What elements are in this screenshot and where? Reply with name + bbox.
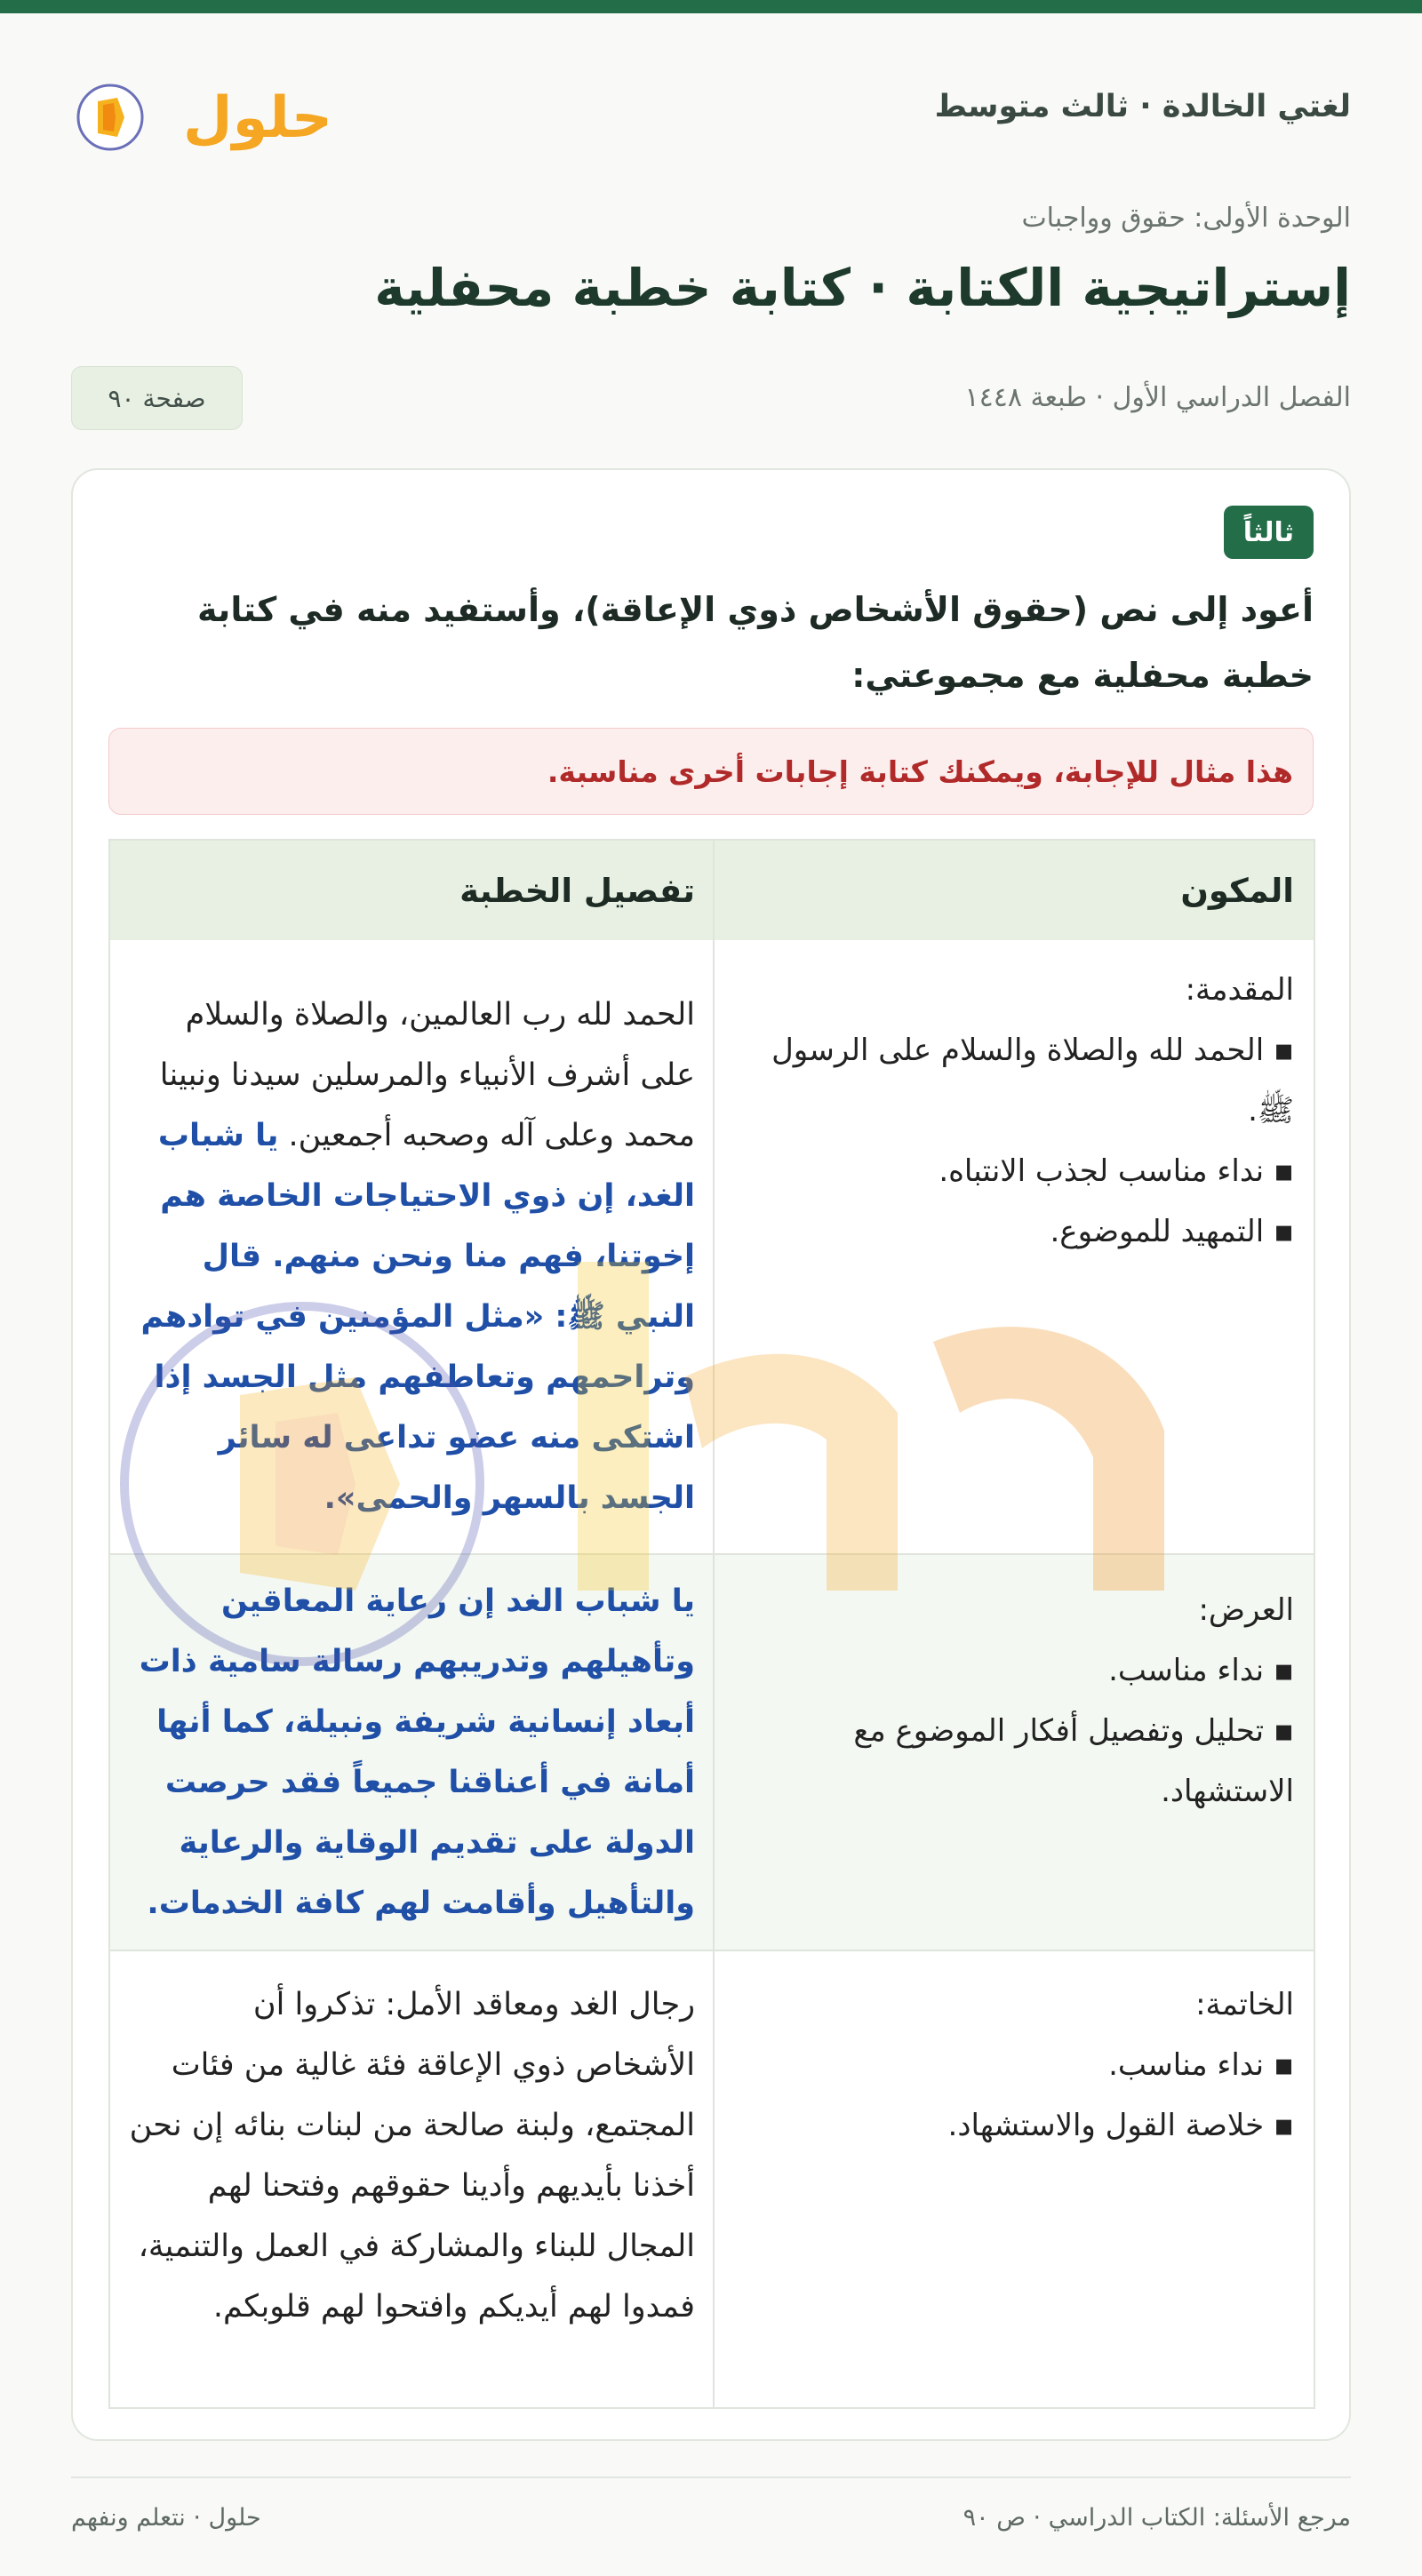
component-point: ▪ نداء مناسب. bbox=[1108, 1653, 1294, 1688]
detail-text: رجال الغد ومعاقد الأمل: تذكروا أن الأشخاص ذوي الإعاقة فئة غالية من فئات المجتمع، ولبنة صالحة من لبنات بنائه إن نحن أخذنا بأيديهم وأدينا حقوقهم وفتحنا لهم المجال للبناء والمشاركة في العمل والتنمية، فمدوا لهم أيديكم وافتحوا لهم قلوبكم. bbox=[129, 1987, 695, 2325]
top-accent-bar bbox=[0, 0, 1422, 13]
table-row-conclusion bbox=[110, 1951, 1314, 2407]
detail-cell bbox=[110, 1555, 713, 1934]
table-row-introduction bbox=[110, 940, 1314, 1553]
logo-text: حلول bbox=[183, 85, 332, 151]
question-card bbox=[71, 468, 1351, 2441]
answer-note: هذا مثال للإجابة، ويمكنك كتابة إجابات أخرى مناسبة. bbox=[108, 728, 1314, 815]
component-cell bbox=[713, 1951, 1314, 2156]
table-header-component: المكون bbox=[713, 841, 1314, 940]
detail-cell bbox=[110, 940, 713, 1528]
component-point: ▪ نداء مناسب لجذب الانتباه. bbox=[939, 1153, 1294, 1189]
component-point: ▪ نداء مناسب. bbox=[1108, 2047, 1294, 2083]
question-text: أعود إلى نص (حقوق الأشخاص ذوي الإعاقة)، وأستفيد منه في كتابة خطبة محفلية مع مجموعتي: bbox=[197, 590, 1314, 695]
question-number-badge: ثالثاً bbox=[1224, 506, 1314, 559]
component-label: الخاتمة: bbox=[1195, 1987, 1294, 2022]
detail-highlight: يا شباب الغد، إن ذوي الاحتياجات الخاصة هم إخوتنا، فهم منا ونحن منهم. قال النبي ﷺ: «مثل المؤمنين في توادهم وتراحمهم وتعاطفهم مثل الجسد إذا اشتكى منه عضو تداعى له سائر الجسد بالسهر والحمى». bbox=[140, 1118, 695, 1516]
unit-label: الوحدة الأولى: حقوق وواجبات bbox=[1021, 203, 1351, 234]
table-header-detail: تفصيل الخطبة bbox=[110, 841, 715, 940]
table-row-body bbox=[110, 1555, 1314, 1950]
detail-highlight: يا شباب الغد إن رعاية المعاقين وتأهيلهم وتدريبهم رسالة سامية ذات أبعاد إنسانية شريفة ونبيلة، كما أنها أمانة في أعناقنا جميعاً فقد حرصت الدولة على تقديم الوقاية والرعاية والتأهيل وأقامت لهم كافة الخدمات. bbox=[139, 1583, 695, 1921]
component-point: ▪ خلاصة القول والاستشهاد. bbox=[947, 2108, 1294, 2143]
detail-cell bbox=[110, 1951, 713, 2337]
component-cell bbox=[713, 940, 1314, 1262]
hulul-logo[interactable] bbox=[71, 62, 338, 169]
component-cell bbox=[713, 1555, 1314, 1822]
component-label: المقدمة: bbox=[1185, 972, 1294, 1008]
detail-text: الحمد لله رب العالمين، والصلاة والسلام على أشرف الأنبياء والمرسلين سيدنا ونبينا محمد وعلى آله وصحبه أجمعين. bbox=[159, 997, 695, 1153]
lesson-title: إستراتيجية الكتابة · كتابة خطبة محفلية bbox=[374, 258, 1351, 318]
component-label: العرض: bbox=[1198, 1592, 1294, 1628]
column-divider bbox=[713, 841, 715, 2407]
component-point: ▪ الحمد لله والصلاة والسلام على الرسول ﷺ. bbox=[771, 1033, 1294, 1128]
semester-label: الفصل الدراسي الأول · طبعة ١٤٤٨ bbox=[964, 382, 1351, 413]
component-point: ▪ تحليل وتفصيل أفكار الموضوع مع الاستشهاد. bbox=[853, 1713, 1294, 1809]
book-title: لغتي الخالدة · ثالث متوسط bbox=[934, 89, 1351, 124]
footer-reference: مرجع الأسئلة: الكتاب الدراسي · ص ٩٠ bbox=[963, 2504, 1351, 2532]
page-number-badge: صفحة ٩٠ bbox=[71, 366, 243, 430]
page-header bbox=[71, 62, 1351, 169]
footer-divider bbox=[71, 2476, 1351, 2478]
component-point: ▪ التمهيد للموضوع. bbox=[1050, 1214, 1294, 1249]
speech-table bbox=[108, 839, 1315, 2409]
footer-brand: حلول · نتعلم ونفهم bbox=[71, 2504, 261, 2532]
